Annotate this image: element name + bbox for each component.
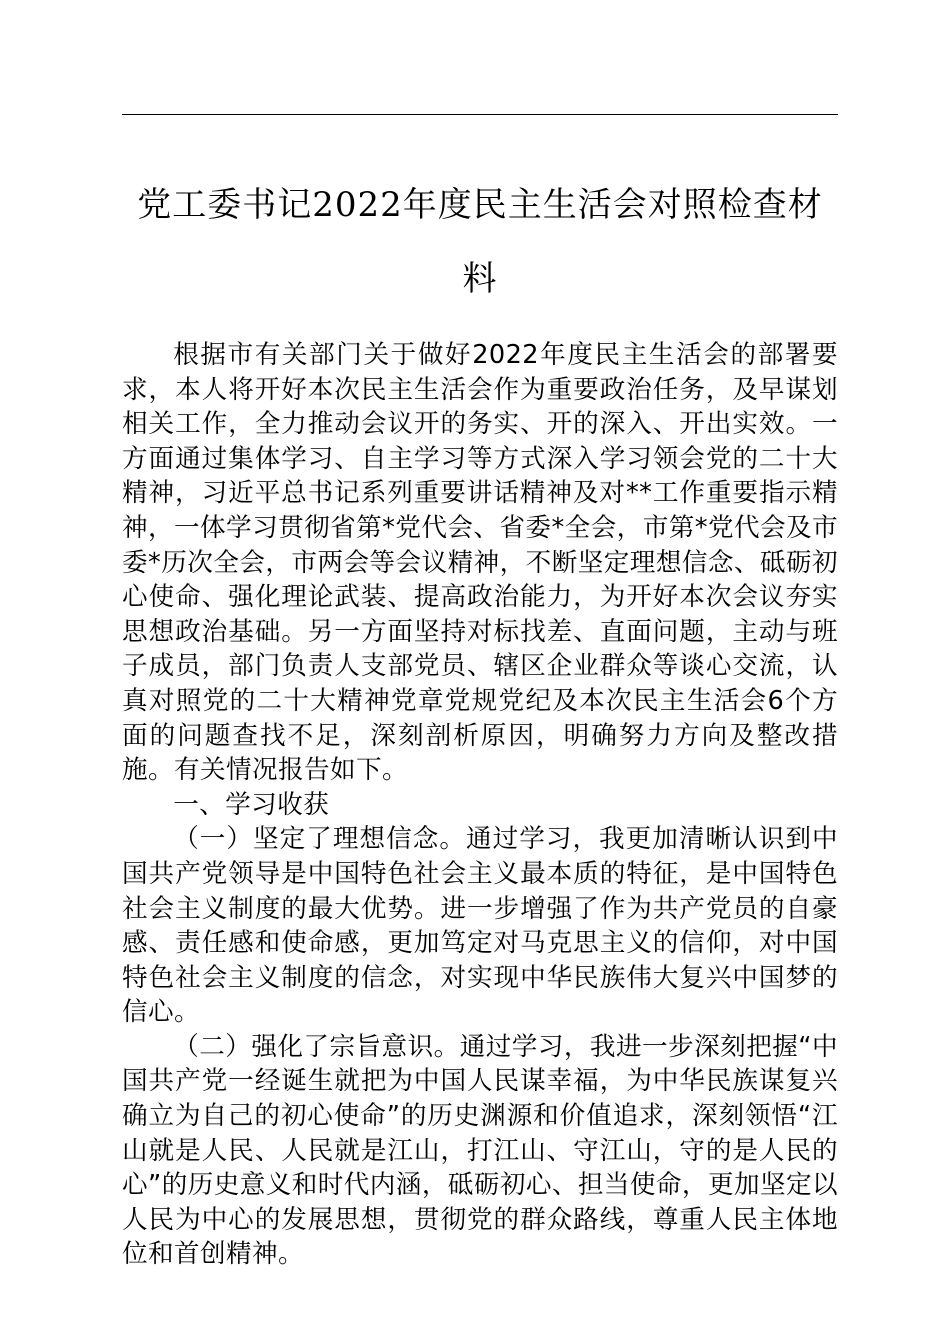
document-title: 党工委书记2022年度民主生活会对照检查材料 [137, 185, 823, 299]
section-heading: 一、学习收获 [173, 789, 330, 820]
section-paragraph-1: （一）坚定了理想信念。通过学习，我更加清晰认识到中国共产党领导是中国特色社会主义最本质的特征，是中国特色社会主义制度的最大优势。进一步增强了作为共产党员的自豪感、责任感和使命感，更加笃定对马克思主义的信仰，对中国特色社会主义制度的信念，对实现中华民族伟大复兴中国梦的信心。 [122, 824, 838, 1028]
intro-paragraph: 根据市有关部门关于做好2022年度民主生活会的部署要求，本人将开好本次民主生活会作为重要政治任务，及早谋划相关工作，全力推动会议开的务实、开的深入、开出实效。一方面通过集体学习、自主学习等方式深入学习领会党的二十大精神，习近平总书记系列重要讲话精神及对**工作重要指示精神，一体学习贯彻省第*党代会、省委*全会，市第*党代会及市委*历次全会，市两会等会议精神，不断坚定理想信念、砥砺初心使命、强化理论武装、提高政治能力，为开好本次会议夯实思想政治基础。另一方面坚持对标找差、直面问题，主动与班子成员，部门负责人支部党员、辖区企业群众等谈心交流，认真对照党的二十大精神党章党规党纪及本次民主生活会6个方面的问题查找不足，深刻剖析原因，明确努力方向及整改措施。有关情况报告如下。 [122, 340, 838, 786]
section-paragraph-2: （二）强化了宗旨意识。通过学习，我进一步深刻把握“中国共产党一经诞生就把为中国人民谋幸福，为中华民族谋复兴确立为自己的初心使命”的历史渊源和价值追求，深刻领悟“江山就是人民、人民就是江山，打江山、守江山，守的是人民的心”的历史意义和时代内涵，砥砺初心、担当使命，更加坚定以人民为中心的发展思想，贯彻党的群众路线，尊重人民主体地位和首创精神。 [122, 1031, 838, 1270]
header-rule [122, 114, 838, 115]
document-body [122, 338, 838, 1272]
